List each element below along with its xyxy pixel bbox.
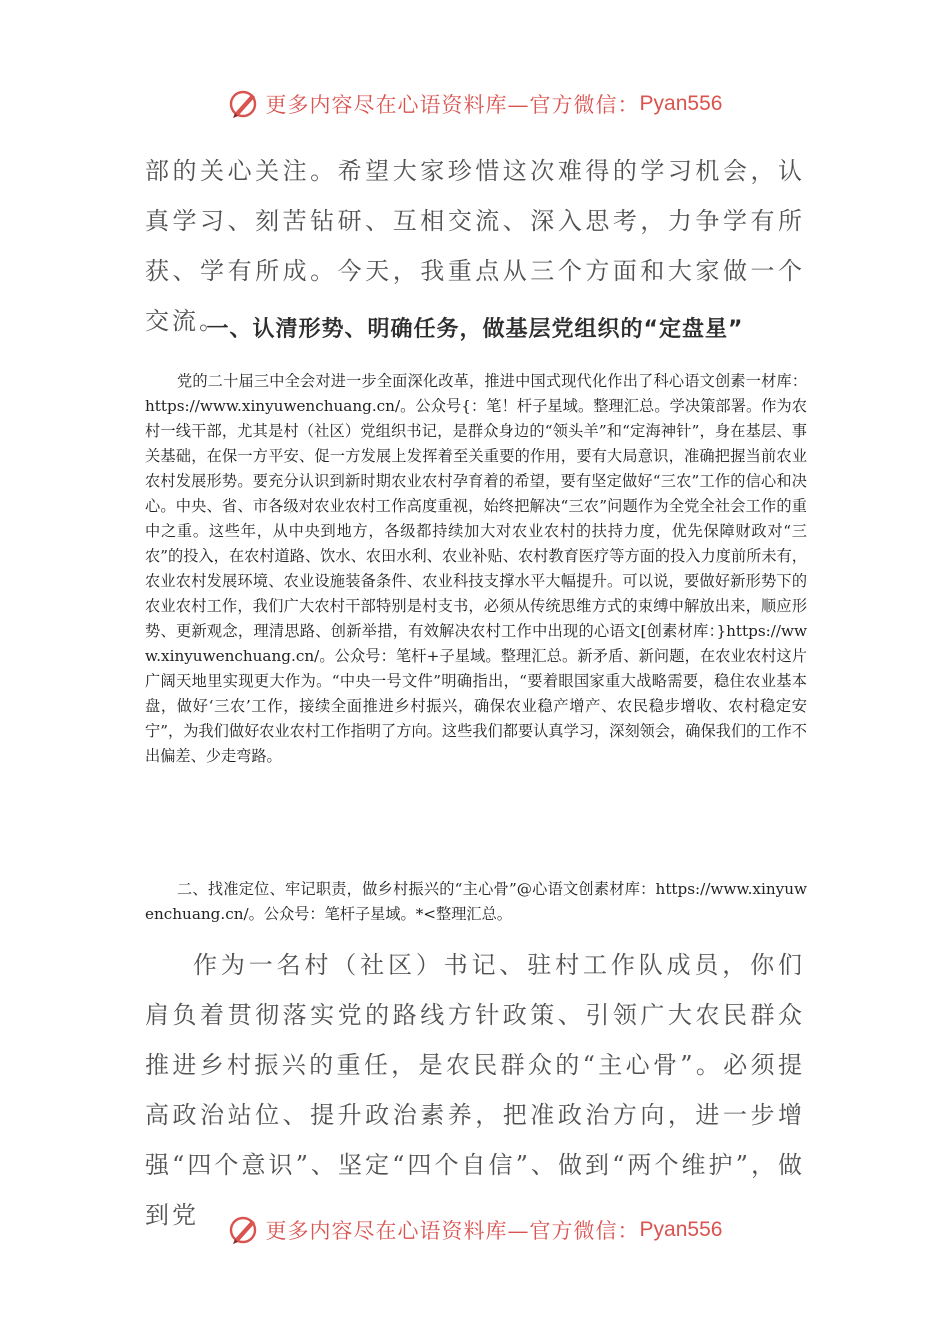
intro-paragraph: 部的关心关注。希望大家珍惜这次难得的学习机会，认真学习、刻苦钻研、互相交流、深入思考，力争学有所获、学有所成。今天，我重点从三个方面和大家做一个交流。 xyxy=(145,157,805,335)
pen-logo-icon xyxy=(228,1214,260,1246)
watermark-text: 更多内容尽在心语资料库—官方微信： xyxy=(265,1219,640,1243)
closing-paragraph: 作为一名村（社区）书记、驻村工作队成员，你们肩负着贯彻落实党的路线方针政策、引领广大农民群众推进乡村振兴的重任，是农民群众的“主心骨”。必须提高政治站位、提升政治素养，把准政治方向，进一步增强“四个意识”、坚定“四个自信”、做到“两个维护”，做到党 xyxy=(145,951,805,1229)
watermark-text: 更多内容尽在心语资料库—官方微信： xyxy=(265,93,640,117)
body-paragraph: 党的二十届三中全会对进一步全面深化改革，推进中国式现代化作出了科心语文创素一材库：https://www.xinyuwenchuang.cn/。公众号{：笔！杆子星域。整理汇总。学决策部署。作为农村一线干部，尤其是村（社区）党组织书记，是群众身边的“领头羊”和“定海神针”，身在基层、事关基础，在保一方平安、促一方发展上发挥着至关重要的作用，要有大局意识，准确把握当前农业农村发展形势。要充分认识到新时期农业农村孕育着的希望，要有坚定做好“三农”工作的信心和决心。中央、省、市各级对农业农村工作高度重视，始终把解决“三农”问题作为全党全社会工作的重中之重。这些年，从中央到地方，各级都持续加大对农业农村的扶持力度，优先保障财政对“三农”的投入，在农村道路、饮水、农田水利、农业补贴、农村教育医疗等方面的投入力度前所未有，农业农村发展环境、农业设施装备条件、农业科技支撑水平大幅提升。可以说，要做好新形势下的农业农村工作，我们广大农村干部特别是村支书，必须从传统思维方式的束缚中解放出来，顺应形势、更新观念，理清思路、创新举措，有效解决农村工作中出现的心语文[创素材库：}https://www.xinyuwenchuang.cn/。公众号：笔杆+子星域。整理汇总。新矛盾、新问题，在农业农村这片广阔天地里实现更大作为。“中央一号文件”明确指出，“要着眼国家重大战略需要，稳住农业基本盘，做好‘三农’工作，接续全面推进乡村振兴，确保农业稳产增产、农民稳步增收、农村稳定安宁”，为我们做好农业农村工作指明了方向。这些我们都要认真学习，深刻领会，确保我们的工作不出偏差、少走弯路。 xyxy=(145,372,807,765)
watermark-account: Pyan556 xyxy=(639,1218,723,1241)
footer-watermark xyxy=(0,1210,950,1250)
pen-logo-icon xyxy=(228,88,260,120)
header-watermark xyxy=(0,84,950,124)
watermark-account: Pyan556 xyxy=(639,92,723,115)
section-heading: 一、认清形势、明确任务，做基层党组织的“定盘星” xyxy=(206,317,744,342)
subsection-paragraph: 二、找准定位、牢记职责，做乡村振兴的“主心骨”@心语文创素材库：https://www.xinyuwenchuang.cn/。公众号：笔杆子星域。*<整理汇总。 xyxy=(145,880,807,923)
